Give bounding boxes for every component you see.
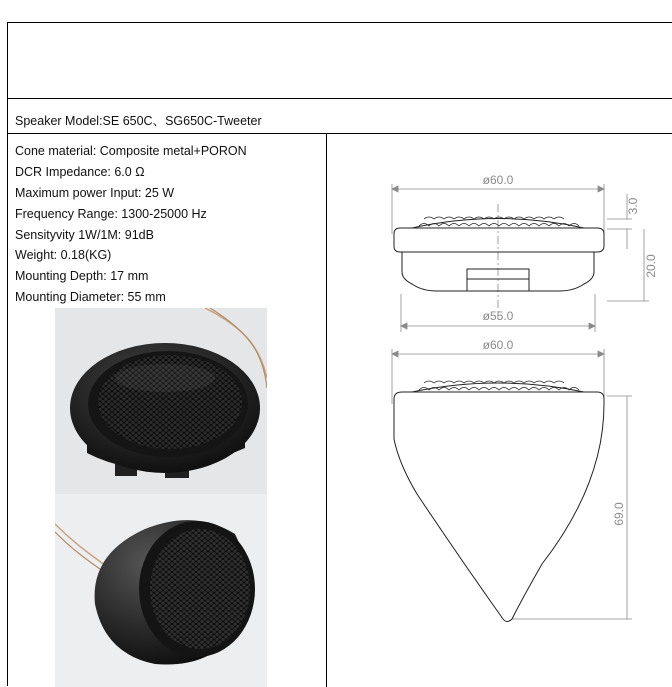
spec-cone-material: Cone material: Composite metal+PORON (15, 144, 247, 158)
tweeter-photo-pod (55, 494, 267, 687)
spec-weight: Weight: 0.18(KG) (15, 248, 112, 263)
dim-pod-height-label: 69.0 (612, 502, 626, 526)
speaker-model-title: Speaker Model:SE 650C、SG650C-Tweeter (15, 114, 262, 128)
dim-bottom-width-label: ø55.0 (482, 309, 514, 323)
dim-pod-width-label: ø60.0 (482, 338, 514, 352)
spec-dcr-impedance: DCR Impedance: 6.0 Ω (15, 164, 145, 179)
dimension-drawing (327, 134, 672, 686)
spec-mounting-depth: Mounting Depth: 17 mm (15, 269, 149, 284)
spec-mounting-diameter: Mounting Diameter: 55 mm (15, 290, 166, 305)
spec-frequency-range: Frequency Range: 1300-25000 Hz (15, 206, 207, 221)
dim-top-width-label: ø60.0 (482, 173, 514, 187)
dim-body-height-label: 20.0 (644, 254, 658, 278)
spec-sensitivity: Sensityvity 1W/1M: 91dB (15, 227, 154, 242)
spec-max-power: Maximum power Input: 25 W (15, 185, 175, 200)
tweeter-photo-flush (55, 308, 267, 494)
spec-list (15, 141, 247, 308)
spec-sheet-table (7, 22, 672, 686)
table-rule-1 (8, 98, 672, 99)
dim-top-height-label: 3.0 (626, 197, 640, 215)
